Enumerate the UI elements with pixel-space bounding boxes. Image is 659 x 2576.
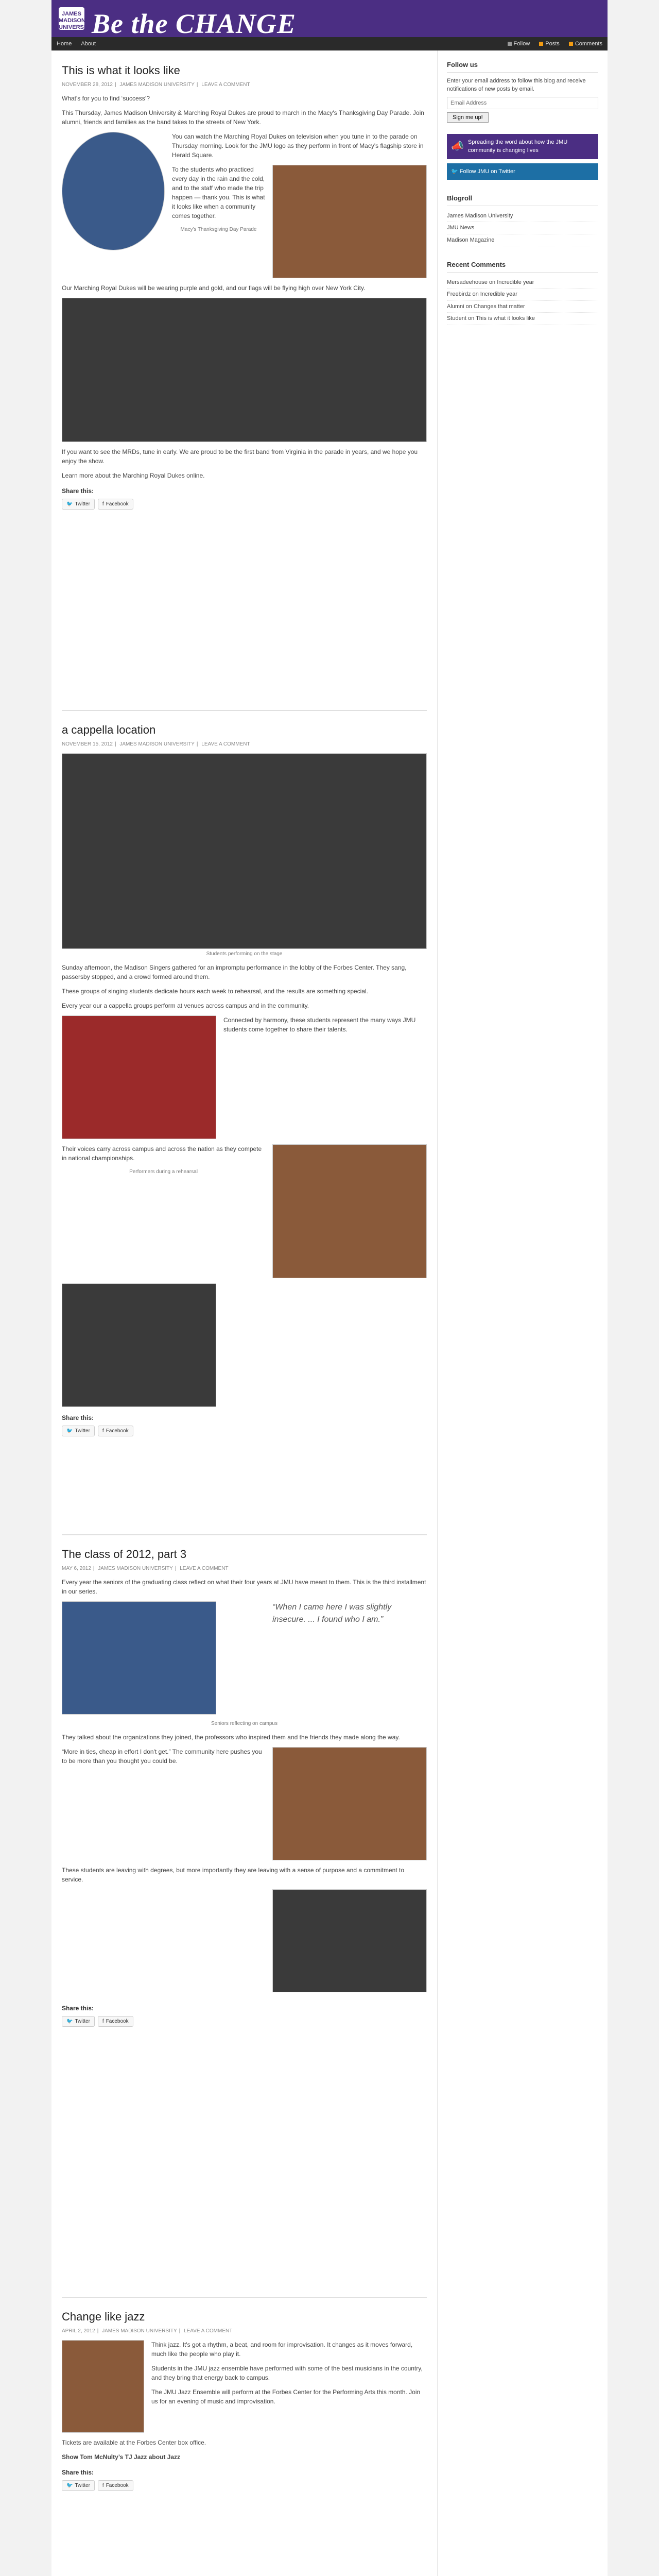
recent-comment[interactable]: Student on This is what it looks like: [447, 313, 598, 325]
share-facebook-button[interactable]: [98, 2480, 133, 2491]
post-lead: What's for you to find ‘success’?: [62, 95, 150, 102]
post-paragraph: Students in the JMU jazz ensemble have performed with some of the best musicians in the country, and they bring that energy back to campus.: [151, 2365, 423, 2381]
share-twitter-label: Twitter: [75, 501, 90, 507]
share-heading: Share this:: [62, 2005, 94, 2012]
post: [62, 721, 427, 1535]
senior-photo-3: [272, 1889, 427, 1992]
follow-icon: [508, 42, 512, 46]
recent-comment[interactable]: Mersadeehouse on Incredible year: [447, 277, 598, 289]
post-paragraph: These students are leaving with degrees, but more importantly they are leaving with a sense of purpose and a commitment to service.: [62, 1867, 405, 1883]
share-facebook-button[interactable]: [98, 499, 133, 510]
post-paragraph: Their voices carry across campus and across the nation as they compete in national championships.: [62, 1145, 262, 1162]
share-twitter-label: Twitter: [75, 1428, 90, 1434]
post-author[interactable]: JAMES MADISON UNIVERSITY: [119, 82, 195, 88]
post-date[interactable]: NOVEMBER 15, 2012: [62, 741, 113, 747]
share-twitter-button[interactable]: [62, 2016, 95, 2027]
recent-comments-widget: [447, 258, 598, 325]
share-facebook-button[interactable]: [98, 1426, 133, 1436]
twitter-badge[interactable]: [447, 163, 598, 180]
nav-follow-label: Follow: [513, 40, 530, 47]
blogroll-item[interactable]: JMU News: [447, 222, 598, 234]
email-field[interactable]: [447, 97, 598, 109]
post-paragraph: These groups of singing students dedicate hours each week to rehearsal, and the results are something special.: [62, 988, 369, 995]
nav-rss-comments[interactable]: [569, 40, 602, 48]
post-meta: NOVEMBER 15, 2012 | JAMES MADISON UNIVERSITY | LEAVE A COMMENT: [62, 741, 250, 747]
nav-home[interactable]: Home: [57, 40, 72, 47]
post-author[interactable]: JAMES MADISON UNIVERSITY: [119, 741, 195, 747]
nav-bar: [51, 37, 608, 50]
site-title[interactable]: Be the CHANGE: [92, 8, 297, 37]
rehearsal-photo: [62, 1283, 216, 1407]
site-header: [51, 0, 608, 37]
singers-photo: [62, 753, 427, 949]
post-paragraph: The JMU Jazz Ensemble will perform at the Forbes Center for the Performing Arts this month. Join us for an evening of music and improvisation.: [151, 2388, 421, 2405]
share-twitter-button[interactable]: [62, 1426, 95, 1436]
figure-caption: Performers during a rehearsal: [129, 1169, 198, 1175]
post-title[interactable]: Change like jazz: [62, 2310, 145, 2323]
nav-comments-label: Comments: [575, 40, 602, 47]
share-buttons: [62, 2480, 427, 2491]
facebook-icon: f: [102, 1428, 104, 1434]
share-heading: Share this:: [62, 487, 94, 495]
sidebar: [438, 50, 608, 2576]
post-closing[interactable]: Learn more about the Marching Royal Dukes online.: [62, 472, 205, 479]
post: [62, 62, 427, 711]
parade-logo-image: [62, 132, 165, 250]
post-paragraph: Connected by harmony, these students represent the many ways JMU students come together to share their talents.: [223, 1016, 416, 1033]
post-title[interactable]: The class of 2012, part 3: [62, 1548, 187, 1561]
follow-heading: Follow us: [447, 58, 598, 73]
facebook-icon: f: [102, 501, 104, 507]
figure-caption: Seniors reflecting on campus: [211, 1721, 278, 1726]
twitter-icon: 🐦: [66, 501, 73, 507]
share-heading: Share this:: [62, 2469, 94, 2476]
post-paragraph: “More in ties, cheap in effort I don't get.” The community here pushes you to be more than you thought you could be.: [62, 1748, 262, 1765]
recent-comment[interactable]: Freebirdz on Incredible year: [447, 289, 598, 301]
share-twitter-button[interactable]: [62, 2480, 95, 2491]
share-facebook-label: Facebook: [106, 2483, 129, 2488]
post-paragraph: This Thursday, James Madison University & Marching Royal Dukes are proud to march in the Macy's Thanksgiving Day Parade. Join alumni, friends and families as the band takes to the streets of New York.: [62, 109, 424, 126]
recent-heading: Recent Comments: [447, 258, 598, 273]
pull-quote: “When I came here I was slightly insecure. ... I found who I am.”: [272, 1603, 392, 1624]
post-author[interactable]: JAMES MADISON UNIVERSITY: [98, 1566, 173, 1571]
share-twitter-label: Twitter: [75, 2483, 90, 2488]
twitter-badge-icon: 🐦: [451, 168, 460, 175]
spread-heading: Spreading the word about how the JMU community is changing lives: [467, 139, 568, 154]
post: [62, 1546, 427, 2298]
blogroll-item[interactable]: James Madison University: [447, 210, 598, 223]
follow-text: Enter your email address to follow this blog and receive notifications of new posts by email.: [447, 77, 586, 92]
share-buttons: [62, 499, 427, 510]
twitter-icon: 🐦: [66, 1428, 73, 1434]
post-paragraph: Every year our a cappella groups perform at venues across campus and in the community.: [62, 1002, 309, 1009]
university-logo[interactable]: JAMES MADISON UNIVERSITY: [59, 7, 84, 30]
post-meta: APRIL 2, 2012 | JAMES MADISON UNIVERSITY | LEAVE A COMMENT: [62, 2328, 233, 2334]
post-comments-link[interactable]: LEAVE A COMMENT: [184, 2328, 233, 2334]
jazz-photo: [62, 2340, 144, 2433]
share-facebook-label: Facebook: [106, 1428, 129, 1434]
post-meta: NOVEMBER 28, 2012 | JAMES MADISON UNIVERSITY | LEAVE A COMMENT: [62, 82, 250, 88]
facebook-icon: f: [102, 2483, 104, 2488]
post-paragraph: They talked about the organizations they joined, the professors who inspired them and the friends they made along the way.: [62, 1734, 400, 1741]
senior-photo-1: [62, 1601, 216, 1715]
share-facebook-label: Facebook: [106, 2019, 129, 2024]
blogroll-widget: [447, 191, 598, 246]
share-buttons: [62, 2016, 427, 2027]
figure-caption: Students performing on the stage: [206, 951, 283, 957]
figure-caption: Macy's Thanksgiving Day Parade: [180, 227, 257, 232]
twitter-icon: 🐦: [66, 2019, 73, 2024]
post-paragraph: To the students who practiced every day in the rain and the cold, and to the staff who made the trip happen — thank you. This is what it looks like when a community comes together.: [172, 166, 265, 219]
recent-list: [447, 277, 598, 325]
performance-photo-right: [272, 1144, 427, 1278]
post-comments-link[interactable]: LEAVE A COMMENT: [201, 82, 250, 88]
nav-about[interactable]: About: [81, 40, 96, 47]
post-title[interactable]: a cappella location: [62, 723, 156, 736]
facebook-icon: f: [102, 2019, 104, 2024]
post-paragraph: Think jazz. It's got a rhythm, a beat, and room for improvisation. It changes as it moves forward, much like the people who play it.: [151, 2341, 413, 2358]
band-photo: [62, 298, 427, 442]
post-comments-link[interactable]: LEAVE A COMMENT: [201, 741, 250, 747]
post-meta: MAY 6, 2012 | JAMES MADISON UNIVERSITY | LEAVE A COMMENT: [62, 1566, 229, 1571]
senior-photo-2: [272, 1747, 427, 1860]
twitter-icon: 🐦: [66, 2483, 73, 2488]
nav-follow[interactable]: [508, 40, 530, 48]
blogroll-list: [447, 210, 598, 247]
show-more-link[interactable]: Show Tom McNulty’s TJ Jazz about Jazz: [62, 2453, 181, 2461]
follow-button[interactable]: Sign me up!: [447, 112, 489, 123]
blogroll-heading: Blogroll: [447, 191, 598, 206]
nav-rss-posts[interactable]: [539, 40, 560, 48]
post: [62, 2308, 427, 2576]
nav-posts-label: Posts: [545, 40, 560, 47]
rss-comments-icon: [569, 42, 573, 46]
twitter-badge-label: Follow JMU on Twitter: [459, 168, 515, 175]
spread-widget: [447, 134, 598, 180]
post-paragraph: Sunday afternoon, the Madison Singers gathered for an impromptu performance in the lobby of the Forbes Center. They sang, passersby stopped, and a crowd formed around them.: [62, 964, 407, 980]
post-date[interactable]: MAY 6, 2012: [62, 1566, 91, 1571]
parade-photo: [272, 165, 427, 278]
post-author[interactable]: JAMES MADISON UNIVERSITY: [102, 2328, 177, 2334]
share-twitter-label: Twitter: [75, 2019, 90, 2024]
post-paragraph: Every year the seniors of the graduating class reflect on what their four years at JMU have meant to them. This is the third installment in our series.: [62, 1579, 426, 1595]
post-paragraph: You can watch the Marching Royal Dukes on television when you tune in to the parade on Thursday morning. Look for the JMU logo as they perform in front of Macy's flagship store in Herald Square.: [172, 133, 424, 159]
megaphone-icon: 📣: [451, 141, 464, 152]
spread-banner[interactable]: [447, 134, 598, 159]
performance-photo-left: [62, 1015, 216, 1139]
share-buttons: [62, 1426, 427, 1436]
post-paragraph: If you want to see the MRDs, tune in early. We are proud to be the first band from Virginia in the parade in years, and we hope you enjoy the show.: [62, 448, 418, 465]
post-title[interactable]: This is what it looks like: [62, 64, 180, 77]
post-date[interactable]: APRIL 2, 2012: [62, 2328, 95, 2334]
share-facebook-button[interactable]: [98, 2016, 133, 2027]
follow-widget: [447, 58, 598, 123]
post-comments-link[interactable]: LEAVE A COMMENT: [180, 1566, 229, 1571]
main-content: [51, 50, 438, 2576]
share-twitter-button[interactable]: [62, 499, 95, 510]
post-paragraph: Our Marching Royal Dukes will be wearing purple and gold, and our flags will be flying high over New York City.: [62, 284, 366, 292]
share-heading: Share this:: [62, 1414, 94, 1421]
rss-icon: [539, 42, 543, 46]
blogroll-item[interactable]: Madison Magazine: [447, 234, 598, 247]
recent-comment[interactable]: Alumni on Changes that matter: [447, 301, 598, 313]
share-facebook-label: Facebook: [106, 501, 129, 507]
page-wrap: [51, 50, 608, 2576]
post-paragraph: Tickets are available at the Forbes Center box office.: [62, 2439, 206, 2446]
post-date[interactable]: NOVEMBER 28, 2012: [62, 82, 113, 88]
